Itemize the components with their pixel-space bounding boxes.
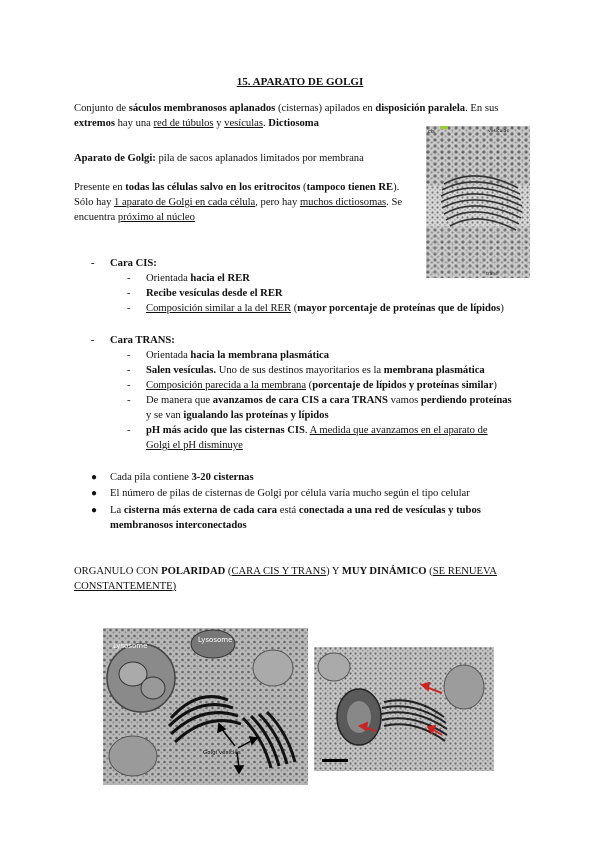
bullet-bold: conectada a una red de vesículas y tubos (298, 505, 481, 516)
bullet-item-3-line-2 (110, 518, 528, 533)
cis-item-underline: Composición similar a la del RER (146, 303, 292, 314)
trans-item-3 (146, 378, 528, 393)
trans-item-underline: Composición parecida a la membrana (146, 380, 307, 391)
cis-item-marker: - (127, 288, 131, 299)
bullet-bold: cisterna más externa de cada cara (123, 505, 278, 516)
trans-item-text: Uno de sus destinos mayoritarios es la (216, 365, 384, 376)
presence-paragraph (74, 180, 426, 225)
organulo-text: ) Y (326, 566, 342, 577)
intro-line-1 (74, 101, 524, 116)
intro-bold: extremos (74, 118, 115, 129)
trans-item-marker: - (127, 425, 131, 436)
trans-item-bold: perdiendo proteínas (420, 395, 512, 406)
trans-item-5-line-1 (146, 423, 528, 438)
golgi-micrograph-left (103, 628, 308, 785)
organulo-text: ( (426, 566, 433, 577)
cis-item-bold: mayor porcentaje de proteínas que de lípidos (297, 303, 501, 314)
golgi-micrograph-right (314, 647, 494, 771)
bullet-item-2: El número de pilas de cisternas de Golgi por célula varía mucho según el tipo celular (110, 488, 470, 499)
organulo-underline: CARA CIS Y TRANS (231, 566, 327, 577)
intro-text: . (263, 118, 269, 129)
cis-item-bold: hacia el RER (190, 273, 250, 284)
intro-underline: red de túbulos (153, 118, 214, 129)
trans-item-text: vamos (387, 395, 421, 406)
presence-text: ( (300, 182, 307, 193)
organulo-bold: MUY DINÁMICO (341, 566, 427, 577)
organulo-text: ( (225, 566, 232, 577)
definition-text: pila de sacos aplanados limitados por membrana (155, 153, 364, 164)
bullet-text: Cada pila contiene (110, 472, 192, 483)
trans-item-2 (146, 363, 528, 378)
trans-item-bold: igualando las proteínas y lípidos (183, 410, 329, 421)
presence-text: ). (393, 182, 400, 193)
trans-item-5 (146, 423, 528, 453)
bullet-bold: membranosos interconectados (110, 520, 247, 531)
micrograph-label-lysosome-2: Lysosome (198, 636, 233, 644)
trans-item-text: De manera que (146, 395, 213, 406)
golgi-micrograph-top-image (426, 126, 530, 278)
golgi-micrograph-left-image (103, 628, 308, 785)
presence-line-1 (74, 180, 426, 195)
cis-item-3 (146, 301, 528, 316)
presence-line-2 (74, 195, 426, 210)
trans-item-1 (146, 348, 528, 363)
scale-bar (322, 759, 348, 762)
trans-item-underline: Golgi el pH disminuye (146, 440, 243, 451)
trans-item-marker: - (127, 395, 131, 406)
golgi-micrograph-top (426, 126, 530, 278)
trans-item-bold: pH más acido que las cisternas CIS (146, 425, 305, 436)
trans-item-4 (146, 393, 528, 423)
cara-trans-heading: Cara TRANS: (110, 335, 175, 346)
trans-item-text: Orientada (146, 350, 191, 361)
trans-item-bold: avanzamos de cara CIS a cara TRANS (212, 395, 388, 406)
micrograph-label-vesicles: vesículas (488, 129, 509, 134)
presence-bold: todas las células salvo en los eritrocitos (125, 182, 301, 193)
bullet-marker: ● (91, 505, 98, 516)
cis-item-marker: - (127, 303, 131, 314)
cis-item-bold: Recibe vesículas desde el RER (146, 288, 283, 299)
intro-underline: vesículas (224, 118, 263, 129)
presence-underline: muchos dictiosomas (299, 197, 387, 208)
organulo-line-2 (74, 579, 528, 594)
trans-item-bold: hacia la membrana plasmática (190, 350, 330, 361)
trans-item-bold: membrana plasmática (383, 365, 485, 376)
presence-line-3 (74, 210, 426, 225)
cara-cis-heading: Cara CIS: (110, 258, 157, 269)
page-title: 15. APARATO DE GOLGI (236, 76, 364, 88)
intro-bold: Dictiosoma (268, 118, 319, 129)
trans-item-underline: A medida que avanzamos en el aparato de (309, 425, 488, 436)
definition-line (74, 151, 414, 166)
definition-label: Aparato de Golgi: (74, 153, 156, 164)
presence-text: , pero hay (255, 197, 300, 208)
trans-item-4-line-1 (146, 393, 528, 408)
intro-text: hay una (114, 118, 154, 129)
cis-item-2 (146, 286, 528, 301)
cara-cis-marker: - (91, 258, 95, 269)
intro-text: . En sus (465, 103, 499, 114)
cis-item-text: ( (291, 303, 298, 314)
presence-underline: 1 aparato de Golgi en cada célula (114, 197, 256, 208)
presence-text: encuentra (74, 212, 118, 223)
intro-bold: disposición paralela (375, 103, 466, 114)
bullet-text: La (110, 505, 124, 516)
cis-item-text: Orientada (146, 273, 191, 284)
trans-item-marker: - (127, 365, 131, 376)
micrograph-label-cis: cis (428, 129, 435, 135)
cis-item-text: ) (500, 303, 504, 314)
micrograph-label-golgi-vesicles: Golgi vesicles (203, 750, 241, 756)
intro-text: y (213, 118, 225, 129)
cis-item-1 (146, 271, 528, 286)
cis-item-marker: - (127, 273, 131, 284)
golgi-micrograph-right-image (314, 647, 494, 771)
trans-item-text: . (304, 425, 310, 436)
trans-item-4-line-2 (146, 408, 528, 423)
organulo-text: ORGANULO CON (74, 566, 162, 577)
accent-marker (440, 126, 448, 129)
bullet-text: está (277, 505, 299, 516)
presence-bold: tampoco tienen RE (306, 182, 394, 193)
bullet-bold: 3-20 cisternas (191, 472, 254, 483)
presence-text: Sólo hay (74, 197, 115, 208)
bullet-item-3 (110, 503, 528, 533)
organulo-bold: POLARIDAD (161, 566, 226, 577)
bullet-marker: ● (91, 472, 98, 483)
presence-text: . Se (386, 197, 403, 208)
intro-text: (cisternas) apilados en (275, 103, 376, 114)
trans-item-bold: Salen vesículas. (146, 365, 217, 376)
intro-bold: sáculos membranosos aplanados (128, 103, 276, 114)
cara-trans-marker: - (91, 335, 95, 346)
presence-text: Presente en (74, 182, 126, 193)
intro-text: Conjunto de (74, 103, 129, 114)
organulo-line-1 (74, 564, 528, 579)
trans-item-text: ( (306, 380, 313, 391)
trans-item-marker: - (127, 380, 131, 391)
micrograph-label-trans: trans (486, 272, 498, 277)
trans-item-5-line-2 (146, 438, 528, 453)
trans-item-text: ) (493, 380, 497, 391)
organulo-underline: SE RENUEVA (432, 566, 497, 577)
presence-underline: próximo al núcleo (117, 212, 195, 223)
trans-item-bold: porcentaje de lípidos y proteínas similar (312, 380, 494, 391)
trans-item-marker: - (127, 350, 131, 361)
bullet-item-1 (110, 470, 528, 485)
bullet-item-3-line-1 (110, 503, 528, 518)
organulo-paragraph (74, 564, 528, 594)
organulo-underline: CONSTANTEMENTE) (74, 581, 177, 592)
bullet-marker: ● (91, 488, 98, 499)
micrograph-label-lysosome-1: Lysosome (113, 642, 148, 650)
trans-item-text: y se van (146, 410, 184, 421)
